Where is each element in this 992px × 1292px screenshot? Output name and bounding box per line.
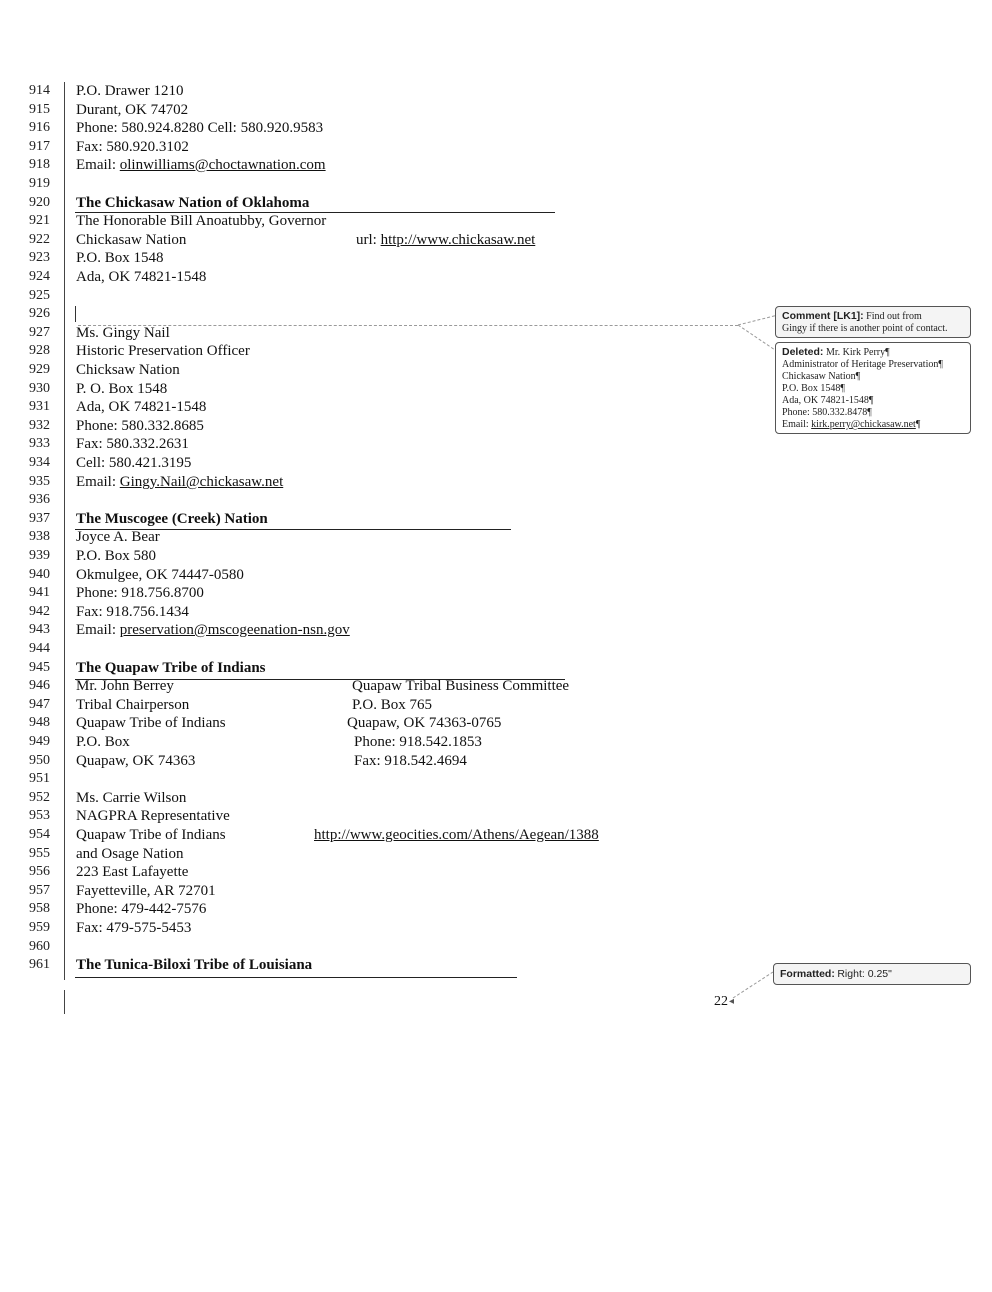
- page-number-arrow: ◂: [729, 996, 735, 1007]
- line-text: [76, 417, 204, 435]
- line-text-content: Quapaw, OK 74363: [76, 753, 196, 769]
- line-number: 928: [29, 343, 50, 358]
- page-number: 22: [714, 994, 728, 1009]
- line-text-content: Phone: 479-442-7576: [76, 901, 207, 917]
- line-text-content: P. O. Box 1548: [76, 381, 168, 397]
- line-text-content: Quapaw Tribe of Indians: [76, 715, 226, 731]
- deleted-line-2: Chickasaw Nation¶: [782, 371, 861, 382]
- line-number: 945: [29, 660, 50, 675]
- line-text-content: The Muscogee (Creek) Nation: [76, 511, 268, 527]
- right-text-content: Phone: 918.542.1853: [354, 734, 482, 750]
- line-text-content: Quapaw Tribe of Indians: [76, 827, 226, 843]
- right-column-text: [347, 714, 501, 732]
- line-number: 929: [29, 362, 50, 377]
- comment-anchor-line: [78, 325, 738, 326]
- line-text: [76, 621, 350, 639]
- line-text-content: Okmulgee, OK 74447-0580: [76, 567, 244, 583]
- line-text: [76, 268, 206, 286]
- line-text: [76, 882, 216, 900]
- right-text-content: P.O. Box 765: [352, 697, 433, 713]
- line-number: 930: [29, 381, 50, 396]
- comment-connector: [730, 312, 780, 362]
- right-column-text: [354, 752, 467, 770]
- line-number: 941: [29, 585, 50, 600]
- line-number: 931: [29, 399, 50, 414]
- line-text-content: Historic Preservation Officer: [76, 343, 250, 359]
- line-text-content: Phone: 580.924.8280 Cell: 580.920.9583: [76, 120, 324, 136]
- line-text-content: P.O. Box: [76, 734, 130, 750]
- right-text-content: Quapaw, OK 74363-0765: [347, 715, 502, 731]
- line-text-content: Fax: 918.756.1434: [76, 604, 189, 620]
- line-number: 921: [29, 213, 50, 228]
- line-number: 961: [29, 957, 50, 972]
- line-text-content: The Chickasaw Nation of Oklahoma: [76, 195, 310, 211]
- line-number: 938: [29, 529, 50, 544]
- line-text: [76, 603, 189, 621]
- line-number: 957: [29, 883, 50, 898]
- line-number: 932: [29, 418, 50, 433]
- line-text: [76, 380, 167, 398]
- change-bar-bottom: [64, 990, 65, 1014]
- right-text-content: Fax: 918.542.4694: [354, 753, 467, 769]
- email-link[interactable]: Gingy.Nail@chickasaw.net: [119, 474, 284, 490]
- deleted-line-4: Ada, OK 74821-1548¶: [782, 395, 874, 406]
- right-column-text: [356, 231, 535, 249]
- line-number: 952: [29, 790, 50, 805]
- line-text-content: Chickasaw Nation: [76, 232, 187, 248]
- comment-text-2: Gingy if there is another point of contact.: [782, 323, 948, 334]
- right-text-content: Quapaw Tribal Business Committee: [352, 678, 570, 694]
- line-text-content: Fayetteville, AR 72701: [76, 883, 216, 899]
- url-link[interactable]: http://www.chickasaw.net: [380, 232, 536, 248]
- right-column-text: [352, 677, 569, 695]
- line-text-content: Phone: 918.756.8700: [76, 585, 204, 601]
- line-text: [76, 547, 156, 565]
- line-text: [76, 342, 250, 360]
- line-text-content: 223 East Lafayette: [76, 864, 189, 880]
- line-text-content: Joyce A. Bear: [76, 529, 160, 545]
- line-number: 922: [29, 232, 50, 247]
- section-heading: [76, 956, 312, 974]
- line-number: 951: [29, 771, 50, 786]
- line-text: [76, 807, 230, 825]
- line-text: [76, 361, 180, 379]
- insertion-cursor: [75, 306, 76, 322]
- line-text-content: Ms. Carrie Wilson: [76, 790, 187, 806]
- line-text-content: Durant, OK 74702: [76, 102, 189, 118]
- line-number: 917: [29, 139, 50, 154]
- section-heading: [76, 194, 309, 212]
- line-text-content: Fax: 580.332.2631: [76, 436, 189, 452]
- deleted-line-1: Administrator of Heritage Preservation¶: [782, 359, 943, 370]
- line-number: 948: [29, 715, 50, 730]
- line-number: 960: [29, 939, 50, 954]
- line-text-content: P.O. Box 1548: [76, 250, 164, 266]
- line-number: 946: [29, 678, 50, 693]
- line-text: [76, 696, 189, 714]
- right-column-text: [352, 696, 432, 714]
- line-number: 942: [29, 604, 50, 619]
- line-text-content: P.O. Drawer 1210: [76, 83, 184, 99]
- line-text-content: Fax: 479-575-5453: [76, 920, 192, 936]
- heading-rule-tunica: [75, 977, 517, 978]
- line-text-content: Email:: [76, 474, 120, 490]
- comment-text-1: Find out from: [866, 311, 922, 322]
- line-text: [76, 789, 186, 807]
- line-text: [76, 156, 326, 174]
- line-number: 939: [29, 548, 50, 563]
- deleted-email-prefix: Email:: [782, 419, 812, 430]
- line-number: 920: [29, 195, 50, 210]
- section-heading: [76, 659, 266, 677]
- change-bar: [64, 82, 65, 980]
- formatted-label: Formatted:: [780, 968, 835, 980]
- email-link[interactable]: olinwilliams@choctawnation.com: [119, 157, 326, 173]
- line-number: 925: [29, 288, 50, 303]
- line-number: 933: [29, 436, 50, 451]
- line-number: 918: [29, 157, 50, 172]
- deleted-label: Deleted:: [782, 346, 824, 358]
- line-text: [76, 454, 191, 472]
- deleted-line-5: Phone: 580.332.8478¶: [782, 407, 872, 418]
- line-text: [76, 398, 206, 416]
- right-column-text: [314, 826, 599, 844]
- line-number: 937: [29, 511, 50, 526]
- line-number: 926: [29, 306, 50, 321]
- email-link[interactable]: preservation@mscogeenation-nsn.gov: [119, 622, 350, 638]
- line-text-content: Mr. John Berrey: [76, 678, 174, 694]
- line-text: [76, 677, 174, 695]
- deleted-balloon[interactable]: [775, 342, 971, 434]
- comment-label: Comment [LK1]:: [782, 310, 864, 322]
- line-number: 940: [29, 567, 50, 582]
- line-text-content: Email:: [76, 622, 120, 638]
- line-text: [76, 528, 160, 546]
- line-text: [76, 138, 189, 156]
- section-heading: [76, 510, 268, 528]
- line-text-content: Email:: [76, 157, 120, 173]
- line-text-content: The Honorable Bill Anoatubby, Governor: [76, 213, 327, 229]
- line-text-content: The Tunica-Biloxi Tribe of Louisiana: [76, 957, 313, 973]
- url-link[interactable]: http://www.geocities.com/Athens/Aegean/1388: [314, 827, 599, 843]
- line-text: [76, 249, 164, 267]
- line-text: [76, 733, 130, 751]
- line-number: 934: [29, 455, 50, 470]
- line-number: 916: [29, 120, 50, 135]
- line-text-content: and Osage Nation: [76, 846, 184, 862]
- line-text: [76, 473, 283, 491]
- line-number: 914: [29, 83, 50, 98]
- line-number: 943: [29, 622, 50, 637]
- line-text: [76, 231, 186, 249]
- line-number: 949: [29, 734, 50, 749]
- line-text: [76, 584, 204, 602]
- line-text-content: Cell: 580.421.3195: [76, 455, 192, 471]
- formatted-text: Right: 0.25": [837, 968, 892, 980]
- line-text: [76, 101, 188, 119]
- line-number: 927: [29, 325, 50, 340]
- line-number: 936: [29, 492, 50, 507]
- line-text: [76, 119, 323, 137]
- line-number: 915: [29, 102, 50, 117]
- line-text: [76, 566, 244, 584]
- line-text-content: NAGPRA Representative: [76, 808, 230, 824]
- line-number: 947: [29, 697, 50, 712]
- deleted-line-0: Mr. Kirk Perry¶: [825, 347, 890, 358]
- deleted-line-3: P.O. Box 1548¶: [782, 383, 845, 394]
- deleted-email-suffix: ¶: [915, 419, 921, 430]
- line-text: [76, 324, 170, 342]
- line-text-content: Phone: 580.332.8685: [76, 418, 204, 434]
- line-number: 955: [29, 846, 50, 861]
- line-text-content: Chicksaw Nation: [76, 362, 180, 378]
- right-text-content: url:: [356, 232, 381, 248]
- line-text-content: Fax: 580.920.3102: [76, 139, 189, 155]
- line-text-content: P.O. Box 580: [76, 548, 157, 564]
- right-column-text: [354, 733, 482, 751]
- line-number: 924: [29, 269, 50, 284]
- line-number: 956: [29, 864, 50, 879]
- line-text-content: Tribal Chairperson: [76, 697, 190, 713]
- line-text-content: Ada, OK 74821-1548: [76, 269, 207, 285]
- line-text: [76, 714, 226, 732]
- line-number: 944: [29, 641, 50, 656]
- formatted-balloon[interactable]: [773, 963, 971, 985]
- line-text-content: Ms. Gingy Nail: [76, 325, 170, 341]
- line-text: [76, 82, 183, 100]
- line-number: 959: [29, 920, 50, 935]
- line-text: [76, 212, 326, 230]
- line-number: 954: [29, 827, 50, 842]
- line-text: [76, 752, 195, 770]
- line-text-content: Ada, OK 74821-1548: [76, 399, 207, 415]
- line-text: [76, 435, 189, 453]
- line-text: [76, 900, 206, 918]
- line-number: 919: [29, 176, 50, 191]
- deleted-email-link[interactable]: kirk.perry@chickasaw.net: [811, 419, 916, 430]
- line-number: 950: [29, 753, 50, 768]
- line-text: [76, 845, 183, 863]
- line-number: 958: [29, 901, 50, 916]
- comment-balloon[interactable]: [775, 306, 971, 338]
- line-text: [76, 919, 191, 937]
- line-number: 953: [29, 808, 50, 823]
- line-number: 935: [29, 474, 50, 489]
- line-text: [76, 863, 188, 881]
- line-text: [76, 826, 226, 844]
- line-number: 923: [29, 250, 50, 265]
- line-text-content: The Quapaw Tribe of Indians: [76, 660, 266, 676]
